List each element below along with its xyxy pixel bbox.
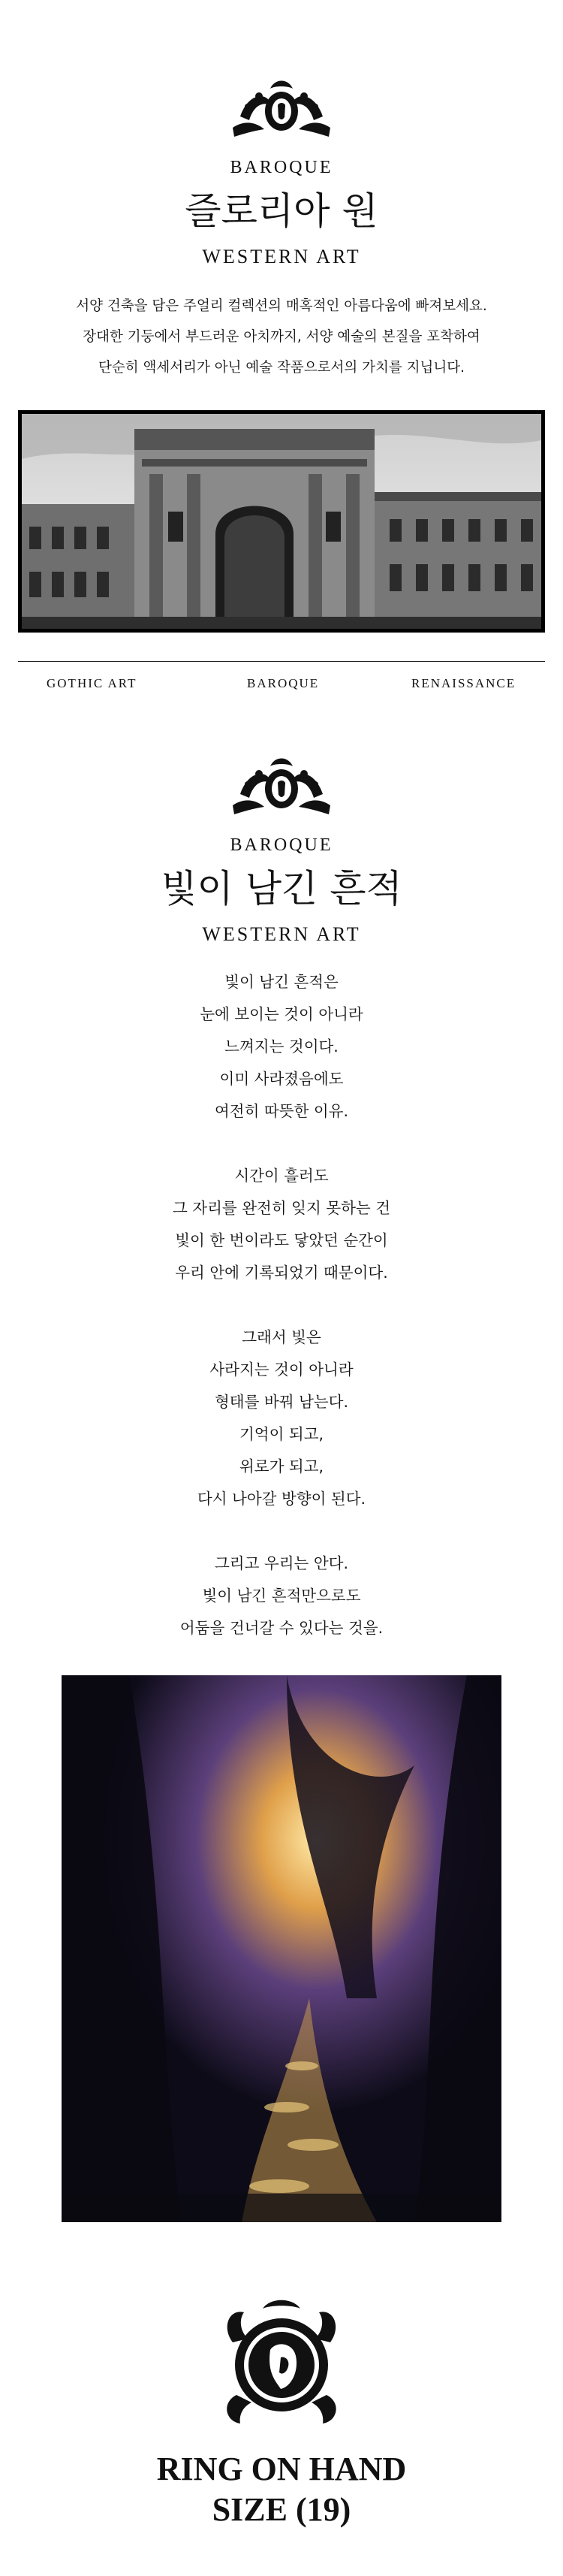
- poem-line: 사라지는 것이 아니라: [209, 1360, 354, 1379]
- poem-line: 그리고 우리는 안다.: [215, 1554, 348, 1572]
- section-subtitle: WESTERN ART: [202, 923, 361, 945]
- poem-line: 위로가 되고,: [239, 1457, 324, 1475]
- section-divider: [18, 661, 545, 662]
- baroque-crest-icon: [0, 75, 563, 144]
- poem-line: 느껴지는 것이다.: [224, 1037, 339, 1055]
- intro-line: 단순히 액세서리가 아닌 예술 작품으로서의 가치를 지닙니다.: [98, 360, 465, 376]
- header-section-1: [0, 75, 563, 383]
- collection-title: 즐로리아 원: [185, 189, 378, 233]
- section-kicker: BAROQUE: [230, 835, 333, 855]
- poem-line: 우리 안에 기록되었기 때문이다.: [175, 1264, 388, 1282]
- intro-line: 장대한 기둥에서 부드러운 아치까지, 서양 예술의 본질을 포착하여: [83, 329, 480, 345]
- poem-line: 여전히 따뜻한 이유.: [215, 1102, 348, 1120]
- poem-title: 빛이 남긴 흔적: [161, 867, 402, 911]
- poem-line: 빛이 한 번이라도 닿았던 순간이: [175, 1231, 388, 1249]
- baroque-crest-icon: [0, 753, 563, 822]
- style-nav: [0, 676, 563, 699]
- poem-line: 시간이 흘러도: [234, 1167, 329, 1185]
- poem-stanza: [0, 1321, 563, 1515]
- poem-stanza: [0, 1160, 563, 1289]
- section-subtitle: WESTERN ART: [202, 246, 361, 267]
- ring-size-label: SIZE (19): [212, 2491, 351, 2528]
- poem-line: 눈에 보이는 것이 아니라: [200, 1005, 363, 1023]
- medallion-crest-icon: [0, 2297, 563, 2430]
- poem-line: 빛이 남긴 흔적만으로도: [202, 1587, 361, 1605]
- poem-line: 기억이 되고,: [239, 1425, 324, 1443]
- poem: [0, 966, 563, 1677]
- section-kicker: BAROQUE: [230, 158, 333, 177]
- ring-on-hand-title: RING ON HAND: [156, 2451, 407, 2487]
- footer-section: [0, 2297, 563, 2530]
- nav-item-gothic-art[interactable]: GOTHIC ART: [47, 676, 137, 690]
- poem-line: 그 자리를 완전히 잊지 못하는 건: [172, 1199, 391, 1217]
- poem-line: 다시 나아갈 방향이 된다.: [197, 1490, 366, 1508]
- nav-item-renaissance[interactable]: RENAISSANCE: [411, 676, 516, 690]
- poem-stanza: [0, 1548, 563, 1644]
- forest-path-illustration: [62, 1675, 501, 2222]
- header-section-2: [0, 753, 563, 946]
- nav-item-baroque[interactable]: BAROQUE: [247, 676, 320, 690]
- poem-line: 이미 사라졌음에도: [219, 1070, 344, 1088]
- poem-stanza: [0, 966, 563, 1128]
- poem-line: 그래서 빛은: [242, 1328, 321, 1346]
- architecture-photo: [18, 410, 545, 633]
- intro-line: 서양 건축을 담은 주얼리 컬렉션의 매혹적인 아름다움에 빠져보세요.: [76, 298, 487, 314]
- intro-text: [0, 291, 563, 383]
- poem-line: 형태를 바꿔 남는다.: [215, 1393, 348, 1411]
- poem-line: 어둠을 건너갈 수 있다는 것을.: [179, 1619, 384, 1637]
- poem-line: 빛이 남긴 흔적은: [224, 973, 339, 991]
